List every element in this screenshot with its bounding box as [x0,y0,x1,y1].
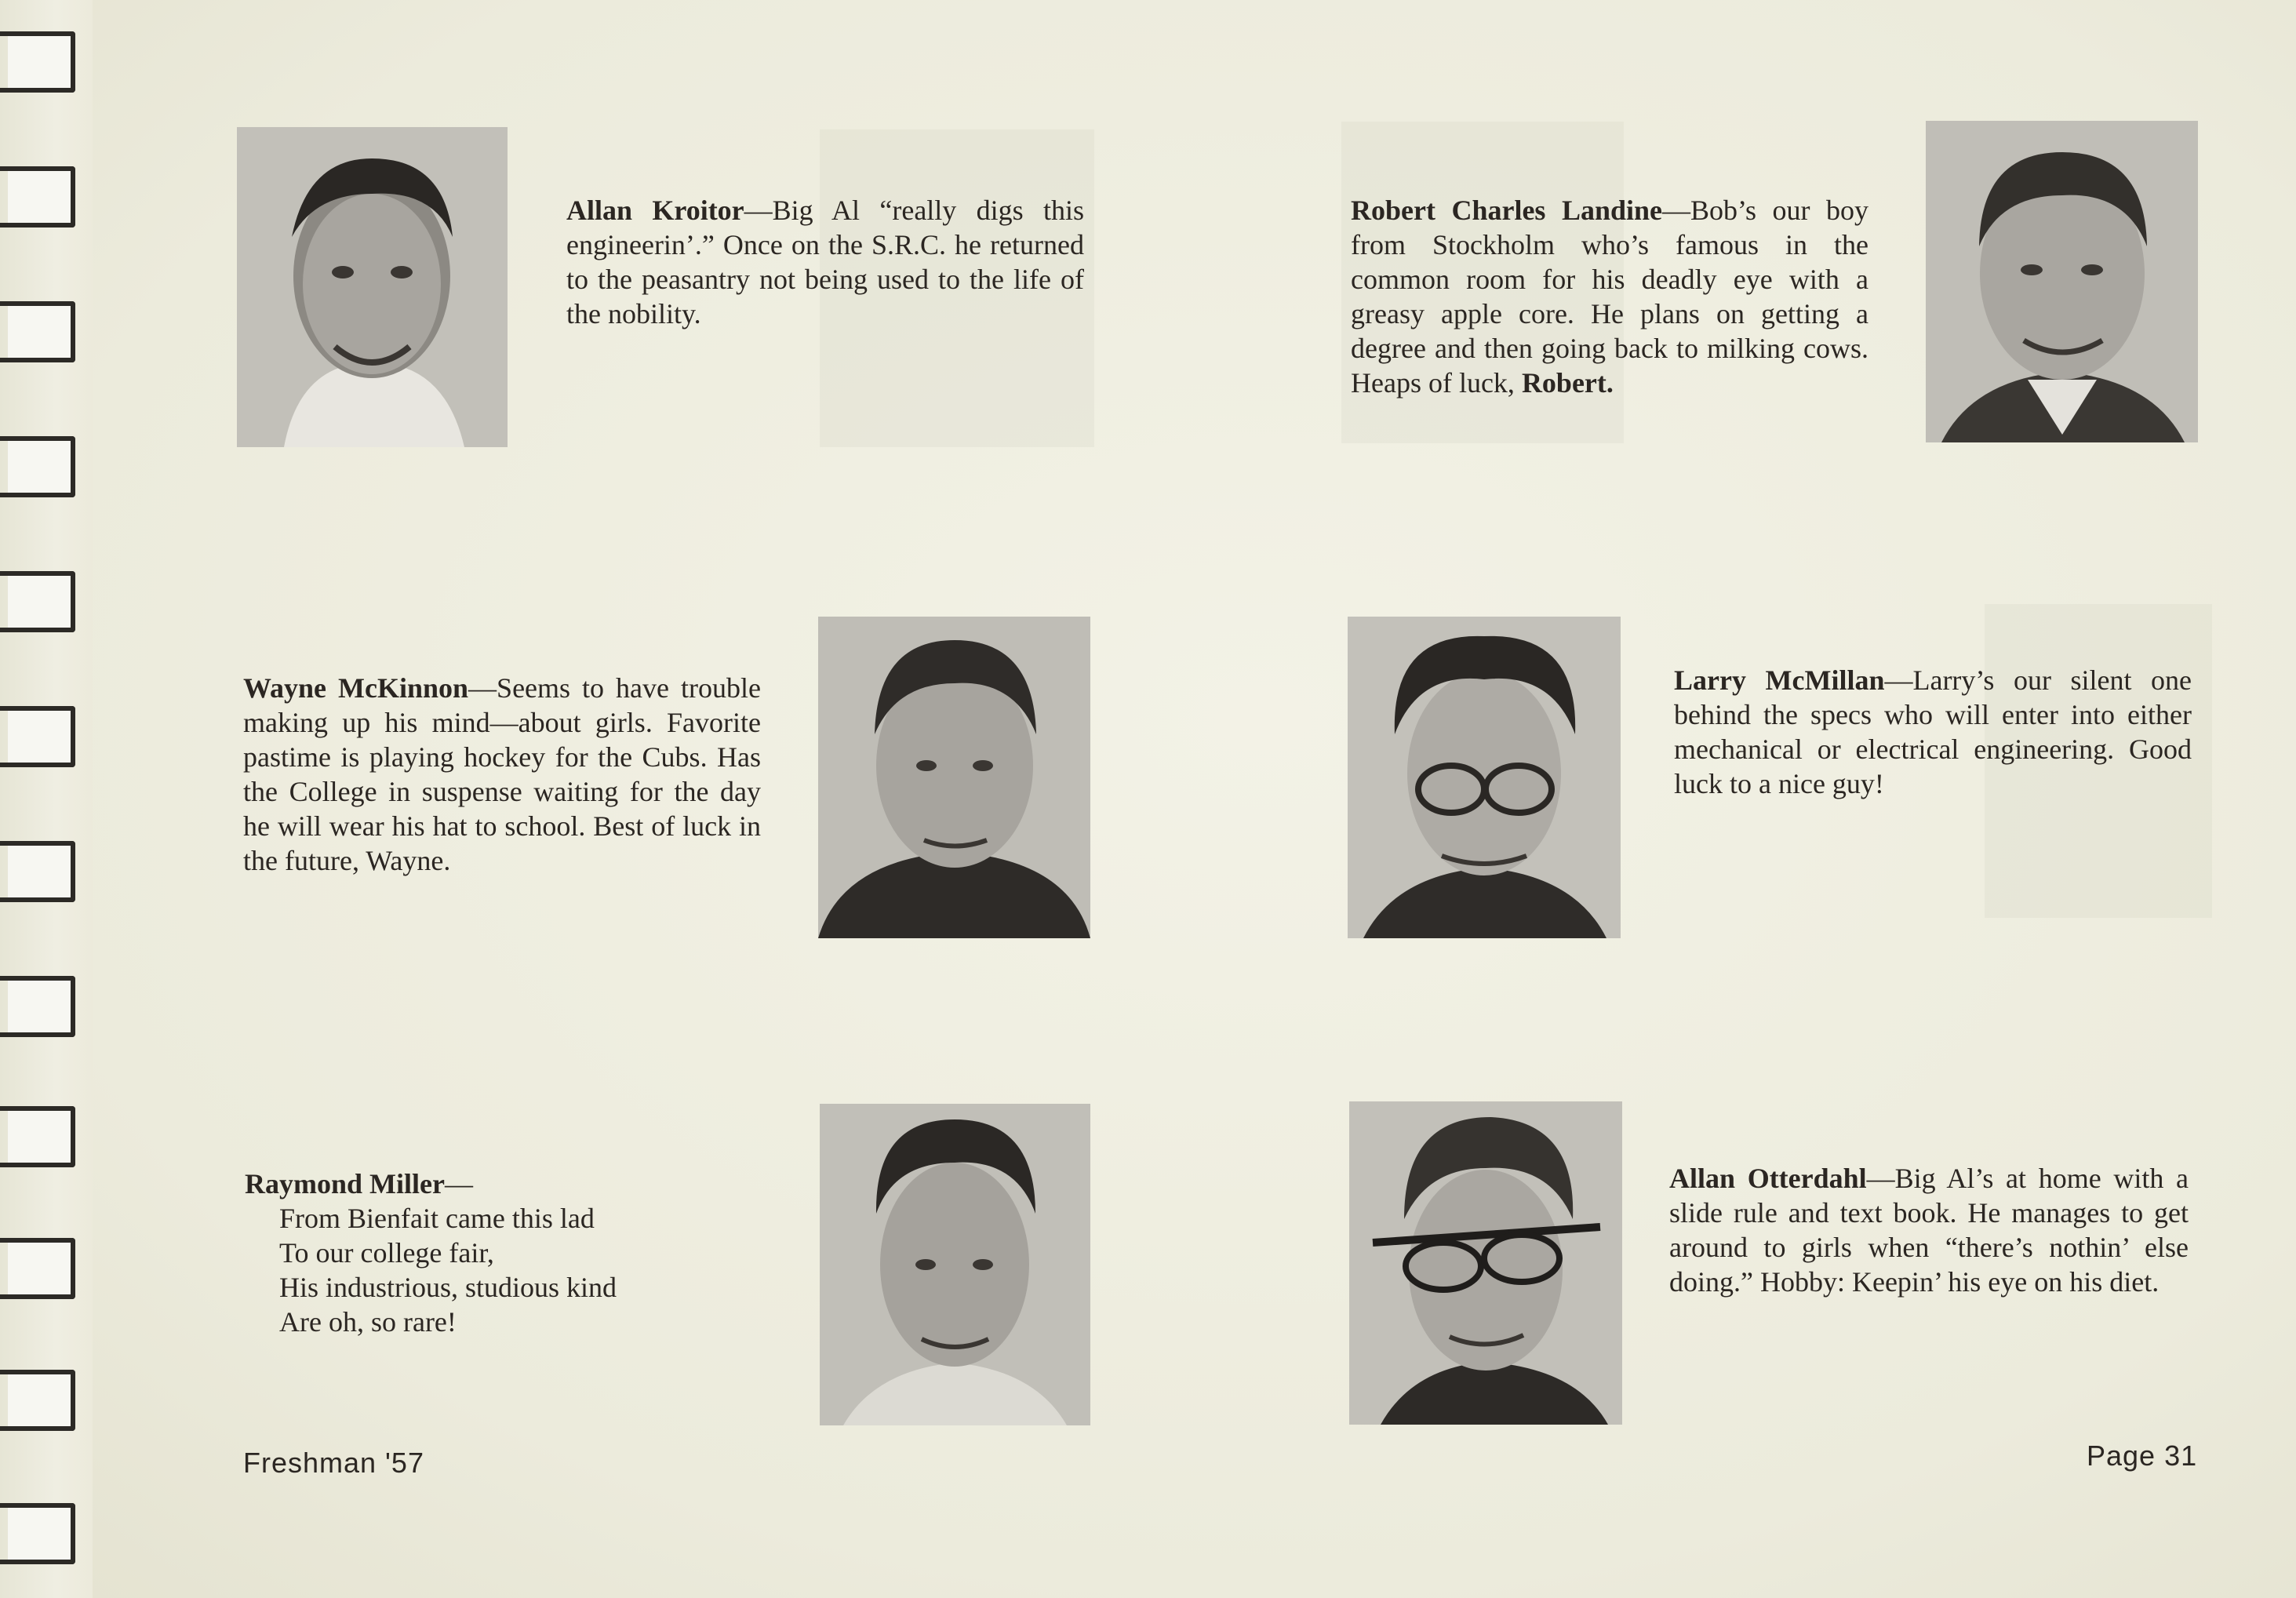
portrait-allan-otterdahl [1349,1101,1622,1425]
student-name: Allan Kroitor [566,195,744,226]
bio-allan-otterdahl [1669,1161,2189,1299]
bio-text: —Big Al’s at home with a slide rule and text book. He manages to get around to girls when “there’s nothin’ else doing.” Hobby: Keepin’ his eye on his diet. [1669,1163,2189,1298]
binding-ring [8,1503,75,1564]
binding-ring [8,1238,75,1299]
portrait-photo [1348,617,1621,938]
portrait-photo [1349,1101,1622,1425]
binding-ring [8,166,75,228]
bio-raymond-miller [245,1167,731,1339]
binding-ring [8,976,75,1037]
binding-ring [8,571,75,632]
poem-line: From Bienfait came this lad [279,1203,595,1234]
portrait-larry-mcmillan [1348,617,1621,938]
portrait-photo [237,127,508,447]
student-name: Larry McMillan [1674,664,1885,696]
poem-line: Are oh, so rare! [279,1306,457,1338]
bio-allan-kroitor [566,193,1084,331]
portrait-photo [820,1104,1090,1425]
portrait-photo [1926,121,2198,442]
spiral-binding [0,0,93,1598]
binding-ring [8,301,75,362]
portrait-allan-kroitor [237,127,508,447]
poem-line: His industrious, studious kind [279,1272,617,1303]
binding-ring [8,436,75,497]
poem-line: To our college fair, [279,1237,494,1269]
bio-text: —Big Al “really digs this engineerin’.” Once on the S.R.C. he returned to the peasantry not being used to the life of the nobility. [566,195,1085,329]
binding-ring [8,1370,75,1431]
bio-closing: Robert. [1521,367,1614,399]
portrait-robert-landine [1926,121,2198,442]
page-number: Page 31 [2087,1440,2198,1472]
bio-text: —Seems to have trouble making up his mind—about girls. Favorite pastime is playing hockey for the Cubs. Has the College in suspense waiting for the day he will wear his hat to school. Best of luck in the future, Wayne. [243,672,761,876]
footer-left: Freshman '57 [243,1447,424,1479]
bio-wayne-mckinnon [243,671,761,878]
bio-text: —Bob’s our boy from Stockholm who’s famous in the common room for his deadly eye with a greasy apple core. He plans on getting a degree and then going back to milking cows. Heaps of luck, [1351,195,1868,399]
binding-ring [8,706,75,767]
bio-robert-landine [1351,193,1868,400]
binding-ring [8,31,75,93]
binding-ring [8,1106,75,1167]
bio-text: —Larry’s our silent one behind the specs who will enter into either mechanical or electrical engineering. Good luck to a nice guy! [1674,664,2192,799]
portrait-wayne-mckinnon [818,617,1090,938]
bio-larry-mcmillan [1674,663,2192,801]
student-name: Raymond Miller [245,1168,445,1199]
binding-ring [8,841,75,902]
student-name: Robert Charles Landine [1351,195,1662,226]
portrait-raymond-miller [820,1104,1090,1425]
student-name: Wayne McKinnon [243,672,469,704]
student-name: Allan Otterdahl [1669,1163,1867,1194]
portrait-photo [818,617,1090,938]
bio-text: — [444,1168,473,1199]
